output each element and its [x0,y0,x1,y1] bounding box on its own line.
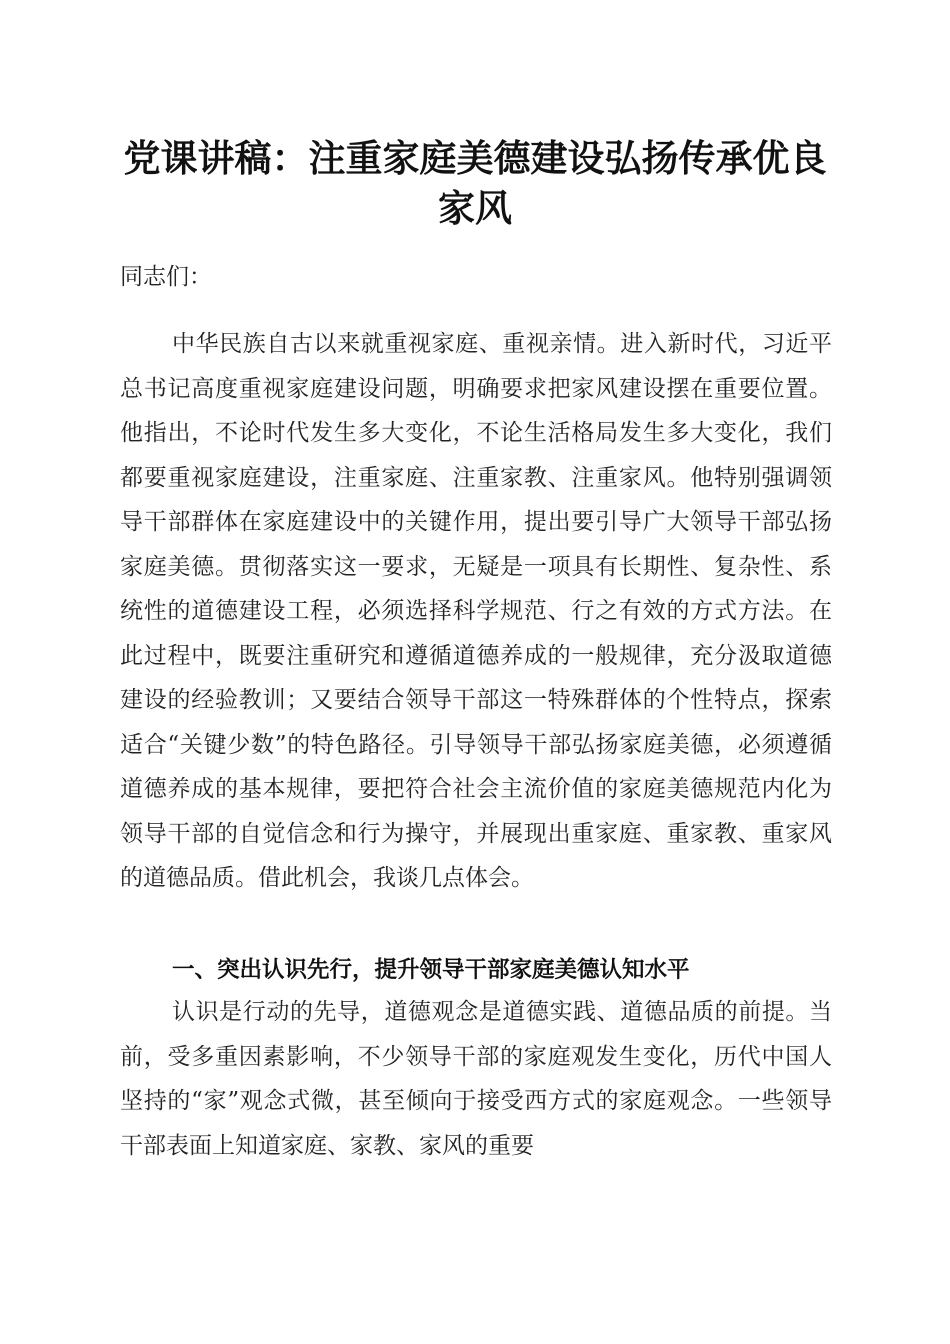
paragraph-intro: 中华民族自古以来就重视家庭、重视亲情。进入新时代，习近平总书记高度重视家庭建设问题，明确要求把家风建设摆在重要位置。他指出，不论时代发生多大变化，不论生活格局发生多大变化，我们都要重视家庭建设，注重家庭、注重家教、注重家风。他特别强调领导干部群体在家庭建设中的关键作用，提出要引导广大领导干部弘扬家庭美德。贯彻落实这一要求，无疑是一项具有长期性、复杂性、系统性的道德建设工程，必须选择科学规范、行之有效的方式方法。在此过程中，既要注重研究和遵循道德养成的一般规律，充分汲取道德建设的经验教训；又要结合领导干部这一特殊群体的个性特点，探索适合“关键少数”的特色路径。引导领导干部弘扬家庭美德，必须遵循道德养成的基本规律，要把符合社会主流价值的家庭美德规范内化为领导干部的自觉信念和行为操守，并展现出重家庭、重家教、重家风的道德品质。借此机会，我谈几点体会。 [120,331,832,891]
section-heading-1: 一、突出认识先行，提升领导干部家庭美德认知水平 [172,957,690,983]
greeting: 同志们： [120,264,212,290]
document-title: 党课讲稿：注重家庭美德建设弘扬传承优良家风 [123,136,827,230]
paragraph-section-1: 认识是行动的先导，道德观念是道德实践、道德品质的前提。当前，受多重因素影响，不少领导干部的家庭观发生变化，历代中国人坚持的“家”观念式微，甚至倾向于接受西方式的家庭观念。一些领导干部表面上知道家庭、家教、家风的重要 [120,999,832,1159]
